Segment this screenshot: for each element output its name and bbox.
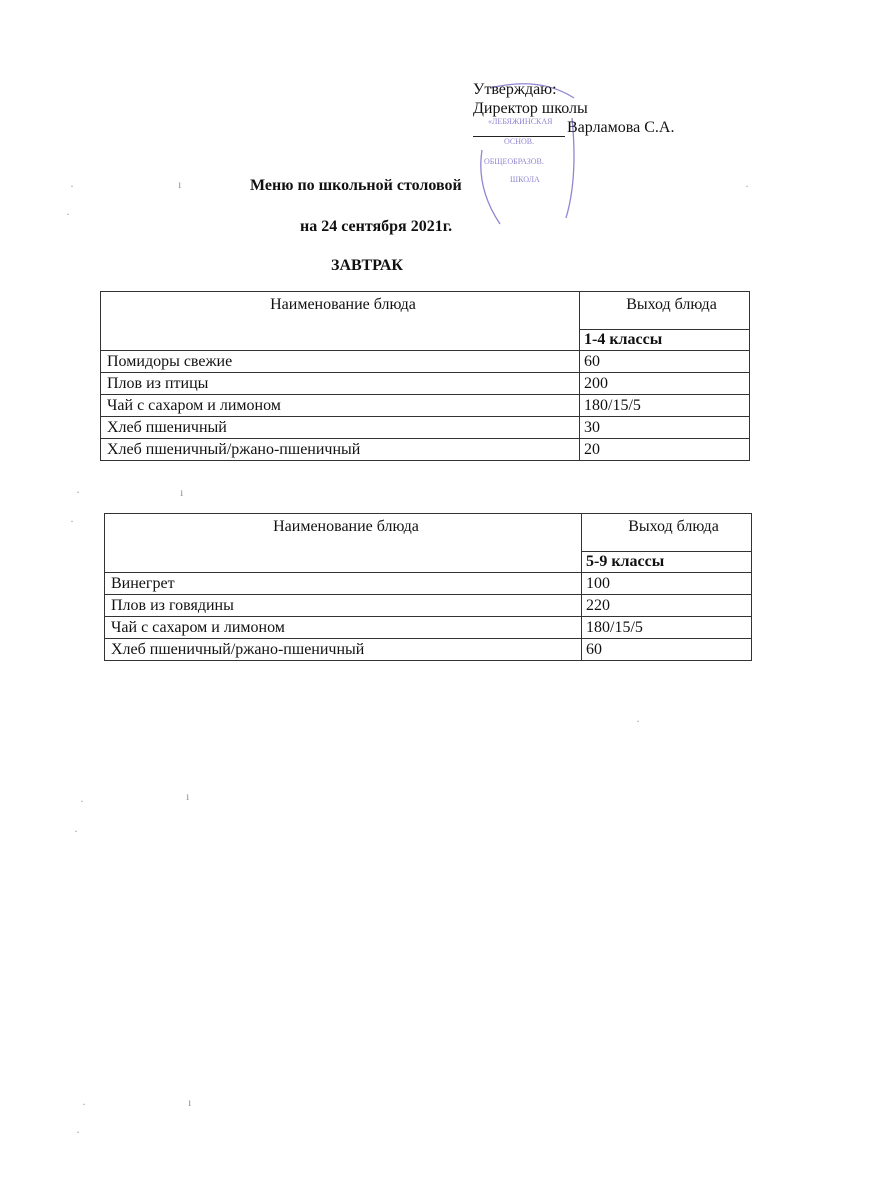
scan-speck: ·	[74, 824, 78, 838]
table-header-row	[105, 514, 752, 552]
svg-text:ОСНОВ.: ОСНОВ.	[504, 137, 535, 146]
scan-speck: ·	[80, 794, 84, 808]
table-row	[101, 351, 750, 373]
meal-heading: ЗАВТРАК	[331, 257, 404, 274]
scan-speck: ı	[178, 177, 182, 191]
scan-speck: ·	[76, 1125, 80, 1139]
scan-speck: ·	[70, 179, 74, 193]
scan-speck: ·	[66, 207, 70, 221]
dish-name: Хлеб пшеничный/ржано-пшеничный	[105, 639, 582, 661]
dish-name: Плов из говядины	[105, 595, 582, 617]
class-group-label: 1-4 классы	[580, 330, 750, 351]
class-group-label: 5-9 классы	[582, 552, 752, 573]
scan-speck: ı	[186, 789, 190, 803]
dish-yield: 220	[582, 595, 752, 617]
header-dish-yield: Выход блюда	[580, 292, 750, 330]
dish-name: Плов из птицы	[101, 373, 580, 395]
svg-text:ОБЩЕОБРАЗОВ.: ОБЩЕОБРАЗОВ.	[484, 157, 544, 166]
scan-speck: ı	[180, 485, 184, 499]
dish-name: Хлеб пшеничный	[101, 417, 580, 439]
approval-line: Утверждаю:	[473, 81, 557, 98]
signature-line	[473, 121, 565, 137]
scan-speck: ·	[76, 485, 80, 499]
menu-table-5-9	[104, 513, 752, 661]
table-row	[105, 573, 752, 595]
approval-signature-row	[473, 118, 674, 137]
header-dish-yield: Выход блюда	[582, 514, 752, 552]
dish-name: Хлеб пшеничный/ржано-пшеничный	[101, 439, 580, 461]
dish-yield: 60	[582, 639, 752, 661]
table-row	[101, 395, 750, 417]
approval-position: Директор школы	[473, 100, 588, 117]
dish-yield: 60	[580, 351, 750, 373]
approval-block	[473, 80, 674, 137]
svg-text:«ЛЕБЯЖИНСКАЯ: «ЛЕБЯЖИНСКАЯ	[488, 117, 553, 126]
dish-yield: 200	[580, 373, 750, 395]
menu-table-1-4	[100, 291, 750, 461]
dish-yield: 180/15/5	[580, 395, 750, 417]
table-row	[105, 617, 752, 639]
table-row	[105, 639, 752, 661]
approval-signer: Варламова С.А.	[567, 119, 675, 136]
scan-speck: ·	[636, 714, 640, 728]
scan-speck: ·	[745, 179, 749, 193]
table-row	[101, 417, 750, 439]
document-title: Меню по школьной столовой	[250, 177, 462, 194]
header-dish-name: Наименование блюда	[105, 514, 582, 573]
svg-text:ШКОЛА: ШКОЛА	[510, 175, 540, 184]
table-row	[105, 595, 752, 617]
header-dish-name: Наименование блюда	[101, 292, 580, 351]
dish-yield: 30	[580, 417, 750, 439]
scan-speck: ı	[188, 1095, 192, 1109]
scan-speck: ·	[70, 514, 74, 528]
dish-yield: 180/15/5	[582, 617, 752, 639]
dish-name: Винегрет	[105, 573, 582, 595]
table-row	[101, 439, 750, 461]
dish-yield: 100	[582, 573, 752, 595]
dish-name: Помидоры свежие	[101, 351, 580, 373]
document-date: на 24 сентября 2021г.	[300, 218, 453, 235]
dish-yield: 20	[580, 439, 750, 461]
dish-name: Чай с сахаром и лимоном	[105, 617, 582, 639]
table-row	[101, 373, 750, 395]
table-header-row	[101, 292, 750, 330]
dish-name: Чай с сахаром и лимоном	[101, 395, 580, 417]
scan-speck: ·	[82, 1097, 86, 1111]
